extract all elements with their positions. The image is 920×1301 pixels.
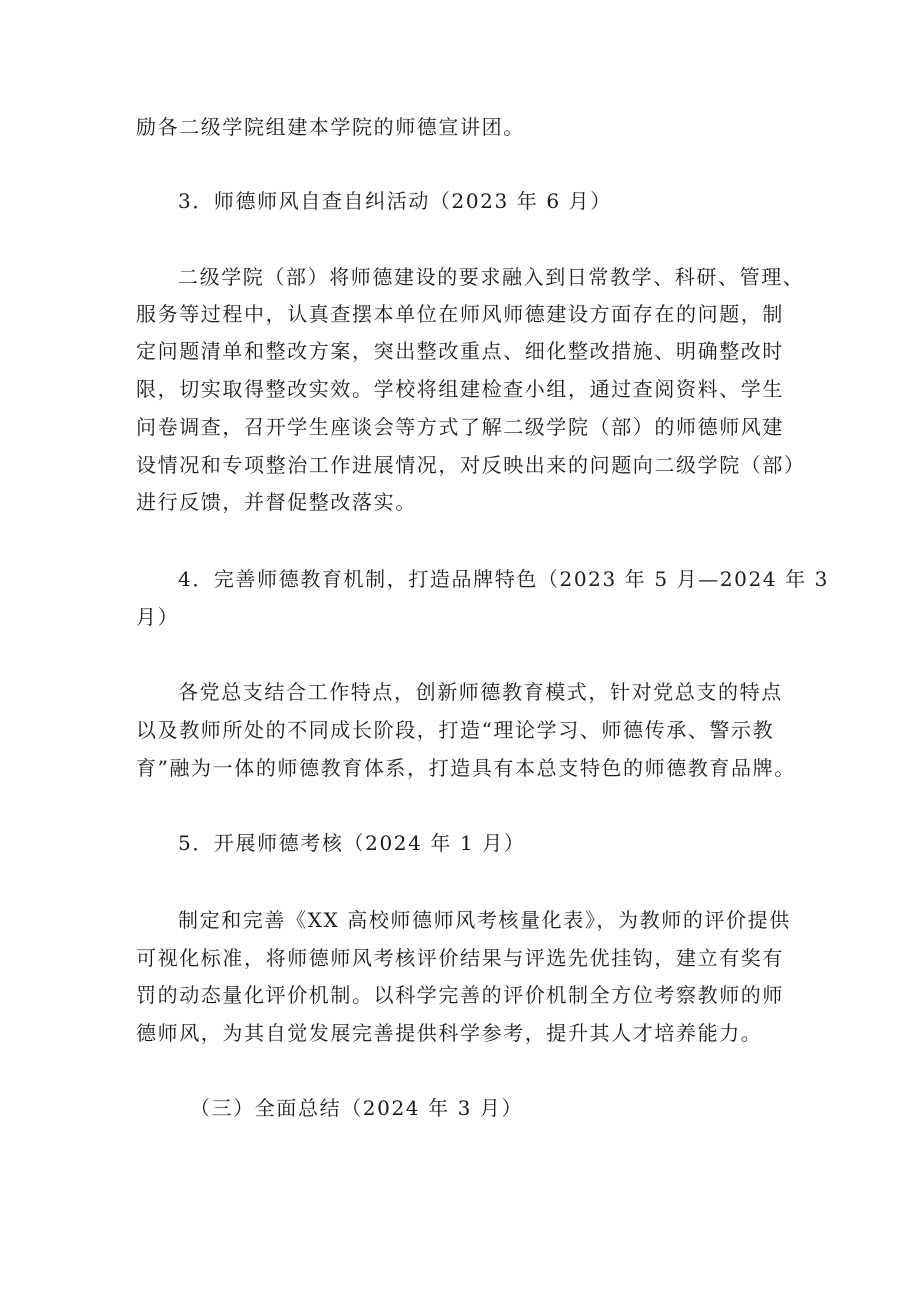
paragraph-line: 可视化标准，将师德师风考核评价结果与评选先优挂钩，建立有奖有 [136, 946, 784, 970]
paragraph-line: 限，切实取得整改实效。学校将组建检查小组，通过查阅资料、学生 [136, 377, 784, 401]
paragraph-line: 励各二级学院组建本学院的师德宣讲团。 [136, 115, 525, 139]
section-heading-4: 4．完善师德教育机制，打造品牌特色（2023 年 5 月—2024 年 3 [178, 567, 829, 591]
paragraph-line: 罚的动态量化评价机制。以科学完善的评价机制全方位考察教师的师 [136, 983, 784, 1007]
paragraph-line: 育”融为一体的师德教育体系，打造具有本总支特色的师德教育品牌。 [136, 756, 796, 780]
section-heading-4-continued: 月） [136, 605, 180, 629]
paragraph-line: 以及教师所处的不同成长阶段，打造“理论学习、师德传承、警示教 [136, 718, 775, 742]
paragraph-line: 进行反馈，并督促整改落实。 [136, 490, 417, 514]
paragraph-line: 德师风，为其自觉发展完善提供科学参考，提升其人才培养能力。 [136, 1021, 763, 1045]
paragraph-line: 问卷调查，召开学生座谈会等方式了解二级学院（部）的师德师风建 [136, 415, 784, 439]
paragraph-line: 各党总支结合工作特点，创新师德教育模式，针对党总支的特点 [178, 680, 783, 704]
paragraph-line: 定问题清单和整改方案，突出整改重点、细化整改措施、明确整改时 [136, 339, 784, 363]
section-heading-5: 5．开展师德考核（2024 年 1 月） [178, 831, 526, 855]
paragraph-line: 设情况和专项整治工作进展情况，对反映出来的问题向二级学院（部） [136, 453, 806, 477]
section-heading-summary: （三）全面总结（2024 年 3 月） [190, 1096, 524, 1120]
paragraph-line: 二级学院（部）将师德建设的要求融入到日常教学、科研、管理、 [178, 265, 805, 289]
paragraph-line: 制定和完善《XX 高校师德师风考核量化表》，为教师的评价提供 [178, 908, 791, 932]
paragraph-line: 服务等过程中，认真查摆本单位在师风师德建设方面存在的问题，制 [136, 302, 784, 326]
section-heading-3: 3．师德师风自查自纠活动（2023 年 6 月） [178, 189, 612, 213]
